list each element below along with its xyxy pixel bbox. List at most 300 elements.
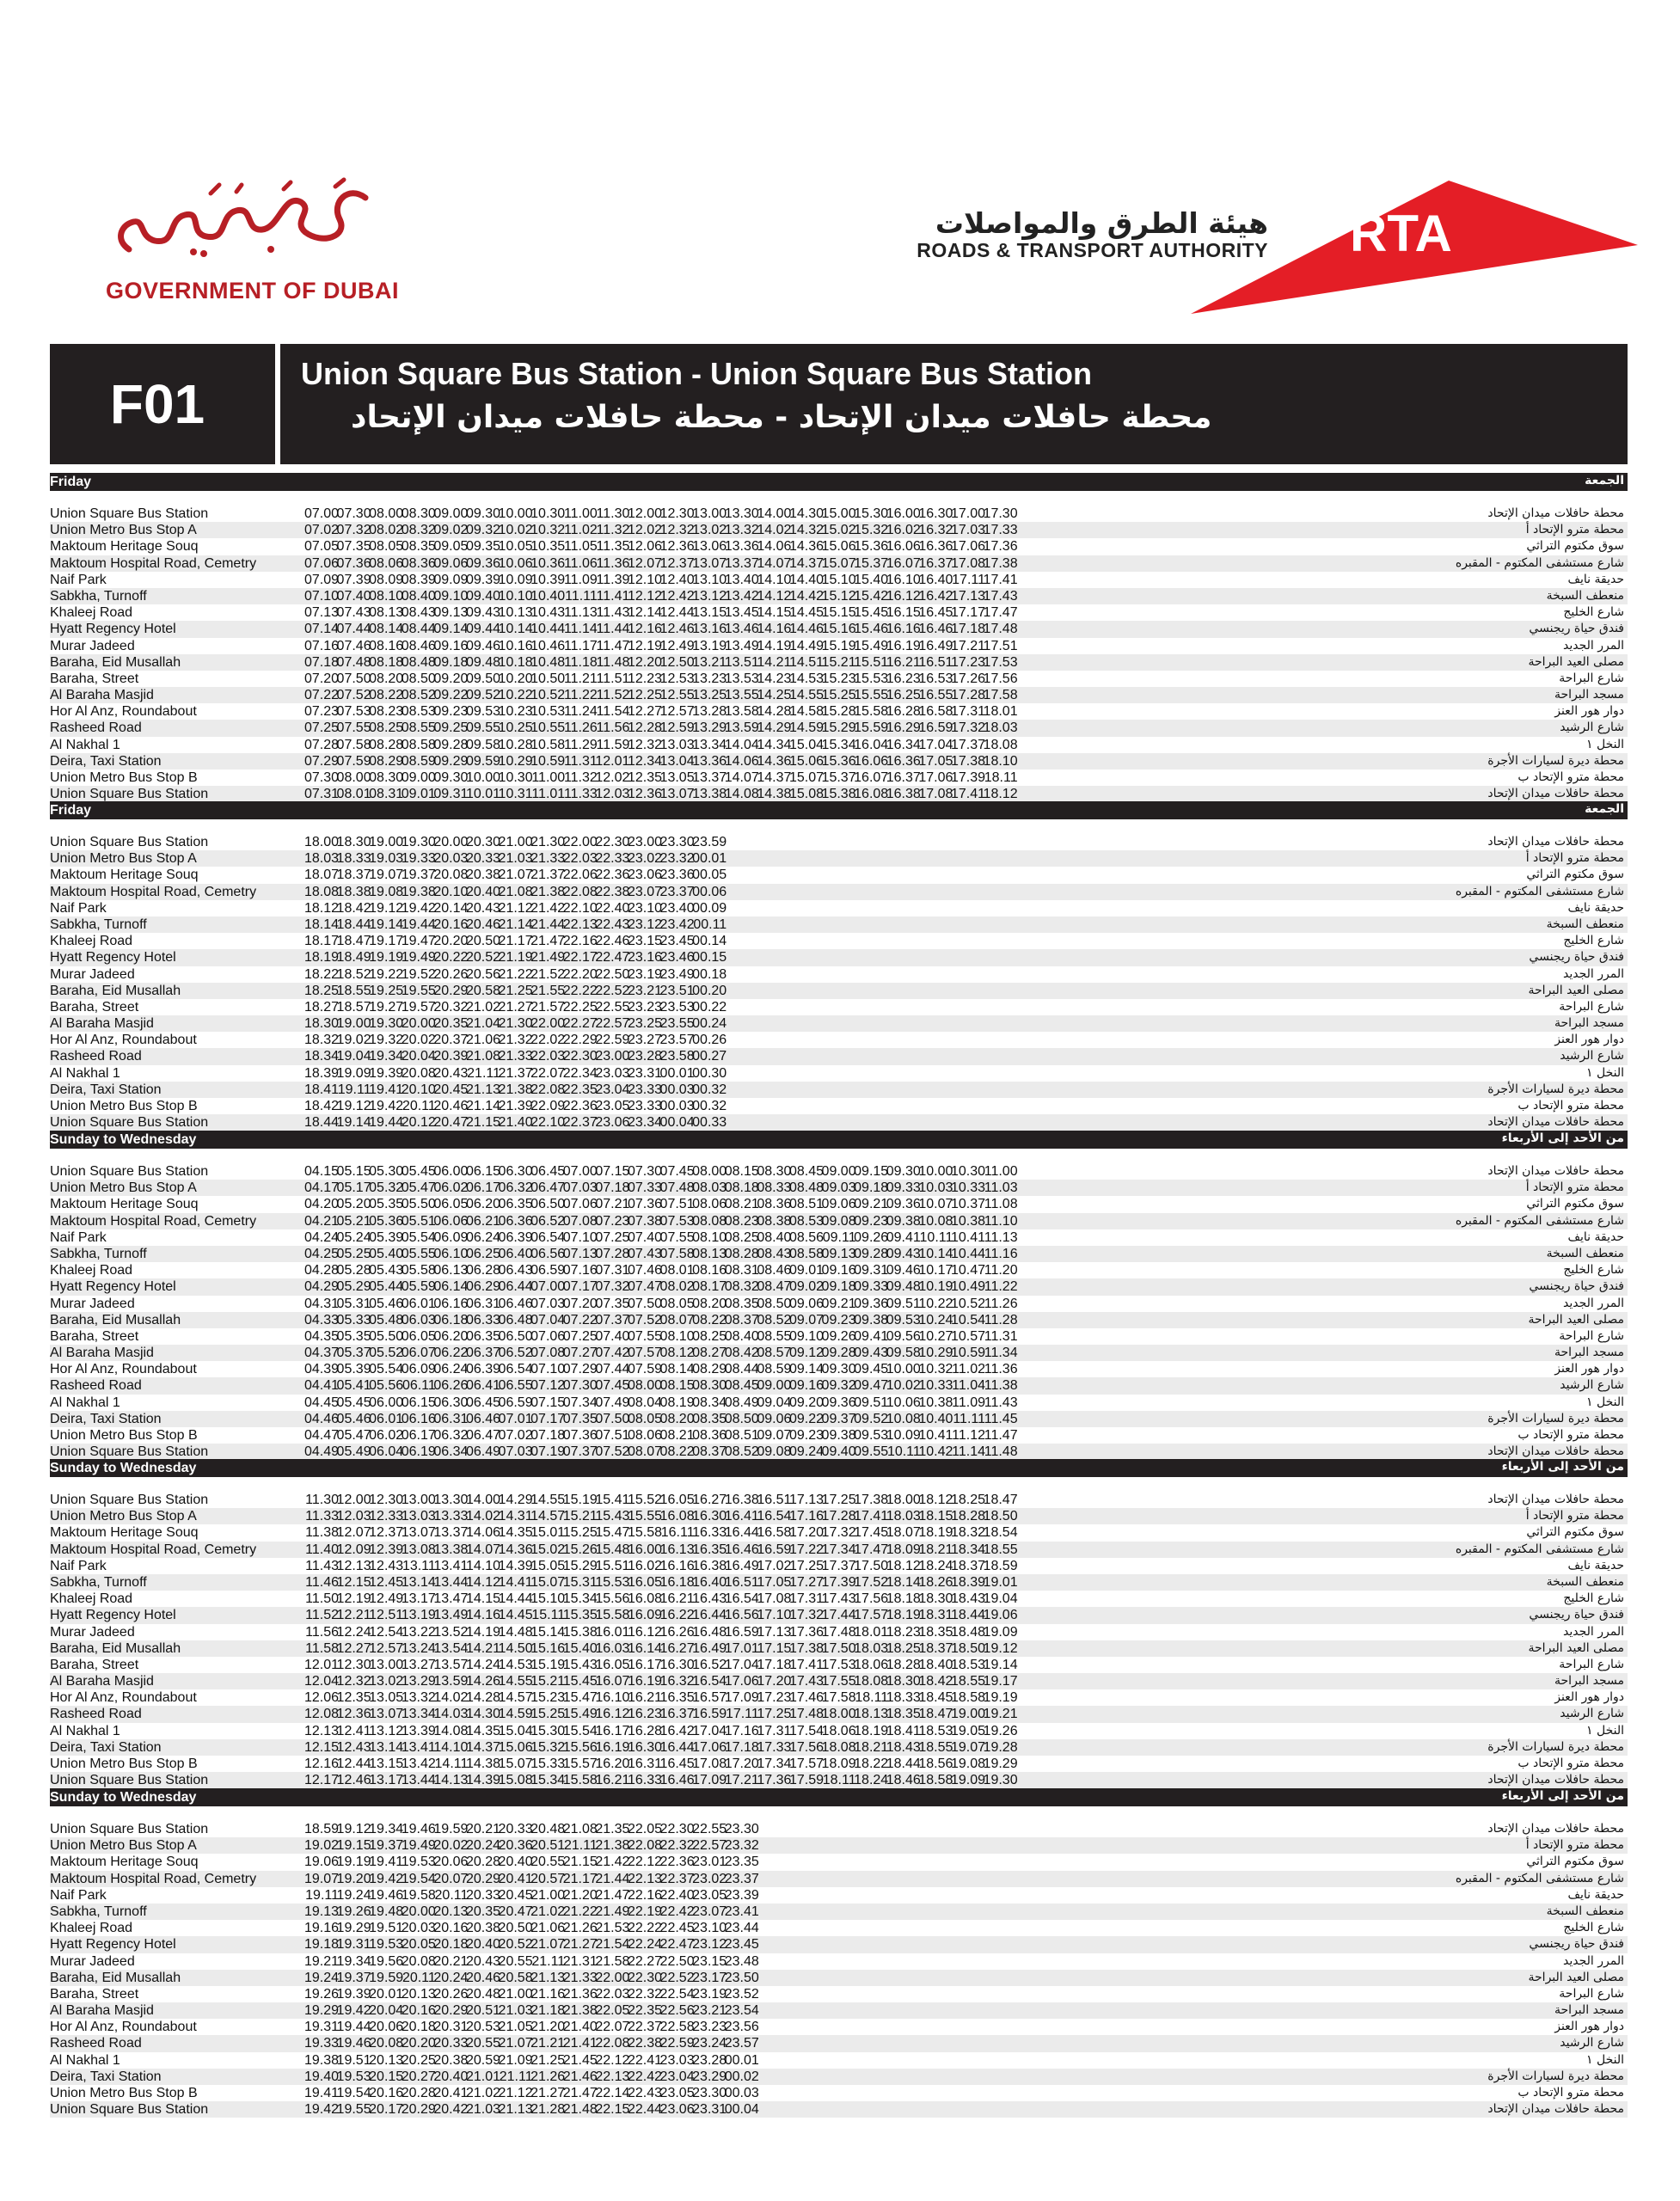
table-row bbox=[50, 1098, 1628, 1114]
departure-time: 15.10 bbox=[821, 572, 856, 587]
departure-time: 17.25 bbox=[821, 1493, 856, 1507]
departure-time: 22.03 bbox=[562, 851, 598, 867]
departure-time: 17.36 bbox=[983, 539, 1018, 555]
departure-time: 12.54 bbox=[369, 1624, 404, 1640]
stop-name-english: Maktoum Hospital Road, Cemetry bbox=[50, 1542, 257, 1557]
departure-time: 21.57 bbox=[530, 999, 566, 1015]
departure-time: 10.38 bbox=[918, 1395, 953, 1410]
departure-time: 13.05 bbox=[369, 1690, 404, 1706]
departure-time: 16.37 bbox=[659, 1707, 695, 1722]
departure-time: 13.19 bbox=[692, 638, 727, 653]
departure-time: 13.41 bbox=[433, 1558, 469, 1573]
stop-name-english: Sabkha, Turnoff bbox=[50, 917, 147, 932]
departure-time: 10.40 bbox=[530, 588, 566, 604]
departure-time: 19.24 bbox=[304, 1970, 339, 1985]
departure-time: 23.48 bbox=[724, 1953, 759, 1969]
stop-name-arabic: محطة ديرة لسيارات الأجرة bbox=[1487, 1082, 1624, 1096]
departure-time: 20.14 bbox=[433, 900, 469, 916]
departure-time: 07.58 bbox=[659, 1246, 695, 1261]
departure-time: 17.11 bbox=[725, 1707, 759, 1722]
stop-name-english: Al Baraha Masjid bbox=[50, 2003, 154, 2019]
departure-time: 16.06 bbox=[854, 753, 889, 769]
departure-time: 17.34 bbox=[757, 1757, 792, 1771]
departure-time: 09.59 bbox=[465, 753, 500, 769]
departure-time: 17.16 bbox=[724, 1723, 759, 1738]
departure-time: 07.52 bbox=[627, 1312, 662, 1327]
departure-time: 12.00 bbox=[336, 1493, 371, 1507]
table-row bbox=[50, 1689, 1628, 1706]
departure-time: 06.34 bbox=[433, 1444, 469, 1460]
departure-time: 20.17 bbox=[369, 2102, 404, 2118]
timetable-section bbox=[50, 801, 1628, 1131]
departure-time: 16.11 bbox=[660, 1525, 695, 1541]
departure-time: 11.43 bbox=[596, 605, 630, 621]
departure-time: 23.02 bbox=[692, 1871, 727, 1886]
departure-time: 16.18 bbox=[659, 1574, 695, 1590]
departure-time: 22.54 bbox=[659, 1986, 695, 2002]
departure-time: 16.08 bbox=[854, 787, 889, 802]
departure-time: 16.05 bbox=[659, 1493, 695, 1507]
departure-time: 19.41 bbox=[304, 2086, 339, 2100]
departure-time: 23.36 bbox=[659, 868, 695, 883]
table-row bbox=[50, 2085, 1628, 2101]
departure-time: 21.46 bbox=[562, 2069, 598, 2084]
departure-time: 15.51 bbox=[595, 1558, 630, 1573]
departure-time: 23.00 bbox=[627, 835, 662, 849]
stop-name-arabic: حديقة نايف bbox=[1567, 1887, 1624, 1902]
departure-time: 08.28 bbox=[369, 737, 404, 752]
departure-time: 14.57 bbox=[530, 1509, 566, 1524]
departure-time: 19.06 bbox=[304, 1855, 339, 1870]
departure-time: 10.28 bbox=[498, 737, 533, 752]
stop-name-arabic: منعطف السبخة bbox=[1546, 588, 1624, 603]
departure-time: 13.15 bbox=[369, 1757, 404, 1771]
departure-time: 06.19 bbox=[401, 1444, 436, 1460]
departure-time: 16.16 bbox=[886, 622, 921, 637]
departure-time: 09.40 bbox=[465, 588, 500, 604]
departure-time: 15.36 bbox=[854, 539, 889, 555]
departure-time: 19.56 bbox=[369, 1953, 404, 1969]
departure-time: 18.43 bbox=[950, 1591, 985, 1607]
departure-time: 07.51 bbox=[595, 1428, 630, 1443]
departure-time: 07.48 bbox=[336, 654, 371, 670]
departure-time: 20.43 bbox=[465, 1953, 500, 1969]
departure-time: 12.35 bbox=[336, 1690, 371, 1706]
departure-time: 00.27 bbox=[692, 1049, 727, 1064]
departure-time: 19.42 bbox=[369, 1871, 404, 1886]
departure-time: 17.36 bbox=[788, 1624, 824, 1640]
departure-time: 14.24 bbox=[465, 1657, 500, 1672]
departure-time: 14.55 bbox=[788, 688, 824, 703]
departure-time: 23.21 bbox=[692, 2003, 727, 2019]
departure-time: 18.25 bbox=[304, 983, 339, 998]
departure-time: 21.06 bbox=[465, 1033, 500, 1048]
stop-name-arabic: مسجد البراحة bbox=[1554, 2003, 1624, 2018]
departure-time: 10.27 bbox=[918, 1328, 953, 1344]
departure-time: 04.49 bbox=[304, 1444, 339, 1460]
departure-time: 22.52 bbox=[659, 1970, 695, 1985]
stop-name-english: Union Metro Bus Stop B bbox=[50, 770, 198, 785]
departure-time: 11.33 bbox=[563, 787, 598, 802]
departure-time: 19.37 bbox=[336, 1970, 371, 1985]
departure-time: 19.48 bbox=[369, 1904, 404, 1919]
departure-time: 07.46 bbox=[336, 638, 371, 653]
departure-time: 23.53 bbox=[659, 999, 695, 1015]
departure-time: 06.30 bbox=[433, 1395, 469, 1410]
departure-time: 00.33 bbox=[692, 1115, 727, 1131]
departure-time: 08.48 bbox=[401, 654, 436, 670]
departure-time: 12.44 bbox=[336, 1757, 371, 1771]
table-row bbox=[50, 1345, 1628, 1361]
departure-time: 11.56 bbox=[305, 1624, 339, 1640]
table-row bbox=[50, 538, 1628, 555]
departure-time: 16.59 bbox=[724, 1624, 759, 1640]
departure-time: 19.33 bbox=[401, 851, 436, 867]
departure-time: 08.15 bbox=[724, 1164, 759, 1179]
departure-time: 10.01 bbox=[465, 787, 500, 802]
departure-time: 09.16 bbox=[821, 1263, 856, 1278]
stop-name-arabic: فندق حياة ريجنسي bbox=[1529, 950, 1624, 965]
departure-time: 11.21 bbox=[563, 671, 598, 686]
departure-time: 09.35 bbox=[465, 539, 500, 555]
departure-time: 14.46 bbox=[788, 622, 824, 637]
departure-time: 22.08 bbox=[530, 1082, 566, 1097]
departure-time: 19.03 bbox=[369, 851, 404, 867]
departure-time: 21.38 bbox=[498, 1082, 533, 1097]
departure-time: 19.46 bbox=[336, 2036, 371, 2051]
table-row bbox=[50, 2101, 1628, 2118]
departure-time: 08.01 bbox=[336, 787, 371, 802]
departure-time: 15.55 bbox=[854, 688, 889, 703]
departure-time: 16.30 bbox=[627, 1739, 662, 1755]
departure-time: 15.38 bbox=[821, 787, 856, 802]
departure-time: 13.00 bbox=[369, 1657, 404, 1672]
departure-time: 20.06 bbox=[433, 1855, 469, 1870]
departure-time: 16.22 bbox=[659, 1608, 695, 1623]
departure-time: 18.08 bbox=[983, 737, 1018, 752]
stop-name-english: Hyatt Regency Hotel bbox=[50, 1937, 176, 1953]
departure-time: 08.09 bbox=[369, 572, 404, 587]
departure-time: 12.53 bbox=[659, 671, 695, 686]
departure-time: 13.16 bbox=[692, 622, 727, 637]
departure-time: 00.04 bbox=[659, 1115, 695, 1131]
departure-time: 20.08 bbox=[401, 1065, 436, 1081]
departure-time: 09.28 bbox=[821, 1346, 856, 1361]
departure-time: 17.21 bbox=[950, 638, 985, 653]
departure-time: 14.15 bbox=[757, 605, 792, 621]
departure-time: 17.06 bbox=[724, 1674, 759, 1689]
departure-time: 22.05 bbox=[595, 2003, 630, 2019]
stop-name-english: Naif Park bbox=[50, 900, 107, 916]
departure-time: 07.23 bbox=[304, 704, 339, 720]
departure-time: 16.57 bbox=[692, 1690, 727, 1706]
departure-time: 17.55 bbox=[821, 1674, 856, 1689]
departure-time: 19.42 bbox=[304, 2102, 339, 2118]
departure-time: 00.09 bbox=[692, 900, 727, 916]
departure-time: 21.12 bbox=[498, 900, 533, 916]
stop-name-english: Baraha, Street bbox=[50, 1657, 139, 1672]
departure-time: 12.04 bbox=[304, 1674, 339, 1689]
stop-name-english: Hyatt Regency Hotel bbox=[50, 1608, 176, 1623]
departure-time: 08.14 bbox=[369, 622, 404, 637]
departure-time: 00.30 bbox=[692, 1065, 727, 1081]
departure-time: 10.16 bbox=[498, 638, 533, 653]
departure-time: 04.21 bbox=[304, 1213, 339, 1229]
departure-time: 11.13 bbox=[984, 1229, 1018, 1245]
departure-time: 07.25 bbox=[304, 720, 339, 736]
departure-time: 16.59 bbox=[918, 720, 953, 736]
departure-time: 11.34 bbox=[984, 1346, 1018, 1361]
departure-time: 21.27 bbox=[498, 999, 533, 1015]
departure-time: 07.01 bbox=[498, 1411, 533, 1426]
departure-time: 18.55 bbox=[918, 1739, 953, 1755]
departure-time: 20.27 bbox=[401, 2069, 436, 2084]
departure-time: 08.55 bbox=[401, 720, 436, 736]
departure-time: 23.24 bbox=[692, 2036, 727, 2051]
departure-time: 11.14 bbox=[563, 622, 598, 637]
stop-name-english: Union Metro Bus Stop B bbox=[50, 1757, 198, 1771]
departure-time: 05.20 bbox=[336, 1197, 371, 1212]
departure-time: 13.30 bbox=[724, 506, 759, 521]
departure-time: 22.38 bbox=[627, 2036, 662, 2051]
departure-time: 11.13 bbox=[563, 605, 598, 621]
departure-time: 14.07 bbox=[757, 555, 792, 571]
departure-time: 12.16 bbox=[304, 1757, 339, 1771]
departure-time: 19.13 bbox=[304, 1904, 339, 1919]
departure-time: 23.41 bbox=[724, 1904, 759, 1919]
departure-time: 18.42 bbox=[336, 900, 371, 916]
departure-time: 20.12 bbox=[401, 1115, 436, 1131]
departure-time: 19.09 bbox=[983, 1624, 1018, 1640]
departure-time: 19.54 bbox=[336, 2086, 371, 2100]
departure-time: 09.01 bbox=[401, 787, 436, 802]
departure-time: 14.37 bbox=[788, 555, 824, 571]
departure-time: 22.42 bbox=[627, 2069, 662, 2084]
departure-time: 19.52 bbox=[401, 966, 436, 982]
departure-time: 16.12 bbox=[627, 1624, 662, 1640]
stop-name-english: Union Metro Bus Stop B bbox=[50, 2086, 198, 2100]
departure-time: 21.21 bbox=[530, 2036, 566, 2051]
table-row bbox=[50, 867, 1628, 883]
departure-time: 19.37 bbox=[401, 868, 436, 883]
departure-time: 18.44 bbox=[950, 1608, 985, 1623]
departure-time: 07.57 bbox=[627, 1346, 662, 1361]
departure-time: 11.31 bbox=[984, 1328, 1018, 1344]
departure-time: 09.00 bbox=[757, 1378, 792, 1394]
departure-time: 13.00 bbox=[401, 1493, 436, 1507]
departure-time: 21.07 bbox=[498, 868, 533, 883]
stop-name-english: Hor Al Anz, Roundabout bbox=[50, 1690, 197, 1706]
departure-time: 14.11 bbox=[434, 1757, 469, 1771]
departure-time: 19.14 bbox=[336, 1115, 371, 1131]
departure-time: 19.59 bbox=[433, 1822, 469, 1836]
departure-time: 07.55 bbox=[336, 720, 371, 736]
departure-time: 21.53 bbox=[595, 1921, 630, 1936]
departure-time: 15.10 bbox=[530, 1591, 566, 1607]
departure-time: 21.25 bbox=[530, 2052, 566, 2068]
section-header bbox=[50, 1459, 1628, 1477]
departure-time: 15.38 bbox=[562, 1624, 598, 1640]
departure-time: 07.55 bbox=[659, 1229, 695, 1245]
departure-time: 16.35 bbox=[692, 1542, 727, 1557]
table-row bbox=[50, 1542, 1628, 1558]
departure-time: 04.25 bbox=[304, 1246, 339, 1261]
departure-time: 23.57 bbox=[724, 2036, 759, 2051]
departure-time: 16.27 bbox=[692, 1493, 727, 1507]
departure-time: 19.41 bbox=[369, 1855, 404, 1870]
departure-time: 17.52 bbox=[854, 1574, 889, 1590]
departure-time: 21.06 bbox=[530, 1921, 566, 1936]
departure-time: 22.07 bbox=[595, 2020, 630, 2035]
departure-time: 10.13 bbox=[498, 605, 533, 621]
departure-time: 21.44 bbox=[530, 917, 566, 932]
departure-time: 18.37 bbox=[918, 1640, 953, 1656]
stop-name-arabic: محطة حافلات ميدان الإتحاد bbox=[1487, 1493, 1624, 1506]
departure-time: 10.19 bbox=[918, 1279, 953, 1295]
departure-time: 21.28 bbox=[530, 2102, 566, 2118]
departure-time: 22.19 bbox=[627, 1904, 662, 1919]
departure-time: 22.30 bbox=[562, 1049, 598, 1064]
departure-time: 22.35 bbox=[627, 2003, 662, 2019]
departure-time: 00.05 bbox=[692, 868, 727, 883]
departure-time: 04.24 bbox=[304, 1229, 339, 1245]
departure-time: 08.27 bbox=[692, 1346, 727, 1361]
departure-time: 15.07 bbox=[821, 555, 856, 571]
departure-time: 14.37 bbox=[757, 770, 792, 785]
departure-time: 06.26 bbox=[433, 1378, 469, 1394]
departure-time: 16.38 bbox=[724, 1493, 759, 1507]
departure-time: 10.17 bbox=[918, 1263, 953, 1278]
departure-time: 16.51 bbox=[757, 1493, 792, 1507]
departure-time: 13.03 bbox=[659, 737, 695, 752]
departure-time: 22.38 bbox=[595, 884, 630, 899]
departure-time: 17.25 bbox=[788, 1558, 824, 1573]
departure-time: 19.29 bbox=[983, 1757, 1018, 1771]
departure-time: 20.51 bbox=[530, 1838, 566, 1854]
departure-time: 23.50 bbox=[724, 1970, 759, 1985]
stop-name-arabic: محطة ديرة لسيارات الأجرة bbox=[1487, 753, 1624, 768]
departure-time: 17.13 bbox=[950, 588, 985, 604]
section-title-arabic: من الأحد إلى الأربعاء bbox=[1501, 1131, 1624, 1145]
departure-time: 20.50 bbox=[498, 1921, 533, 1936]
departure-time: 19.04 bbox=[336, 1049, 371, 1064]
departure-time: 08.01 bbox=[659, 1263, 695, 1278]
departure-time: 14.25 bbox=[757, 688, 792, 703]
table-row bbox=[50, 588, 1628, 604]
departure-time: 18.14 bbox=[304, 917, 339, 932]
departure-time: 17.09 bbox=[724, 1690, 759, 1706]
departure-time: 05.41 bbox=[336, 1378, 371, 1394]
table-row bbox=[50, 1395, 1628, 1411]
stop-name-english: Baraha, Street bbox=[50, 999, 139, 1015]
departure-time: 21.03 bbox=[465, 2102, 500, 2118]
departure-time: 06.56 bbox=[530, 1246, 566, 1261]
departure-time: 17.41 bbox=[983, 572, 1018, 587]
departure-time: 19.26 bbox=[304, 1986, 339, 2002]
departure-time: 15.06 bbox=[821, 539, 856, 555]
departure-time: 22.06 bbox=[562, 868, 598, 883]
stop-name-arabic: حديقة نايف bbox=[1567, 1558, 1624, 1573]
departure-time: 20.10 bbox=[401, 1082, 436, 1097]
table-row bbox=[50, 720, 1628, 736]
departure-time: 21.31 bbox=[562, 1953, 598, 1969]
departure-time: 13.45 bbox=[724, 605, 759, 621]
departure-time: 08.10 bbox=[692, 1229, 727, 1245]
departure-time: 22.59 bbox=[595, 1033, 630, 1048]
departure-time: 13.29 bbox=[401, 1674, 436, 1689]
departure-time: 19.40 bbox=[304, 2069, 339, 2084]
departure-time: 18.54 bbox=[983, 1525, 1018, 1541]
departure-time: 05.40 bbox=[369, 1246, 404, 1261]
departure-time: 16.13 bbox=[659, 1542, 695, 1557]
departure-time: 21.22 bbox=[498, 966, 533, 982]
departure-time: 13.44 bbox=[433, 1574, 469, 1590]
table-row bbox=[50, 1920, 1628, 1936]
departure-time: 12.30 bbox=[336, 1657, 371, 1672]
departure-time: 11.59 bbox=[596, 737, 630, 752]
departure-time: 12.13 bbox=[336, 1558, 371, 1573]
departure-time: 09.02 bbox=[433, 523, 469, 538]
departure-time: 21.00 bbox=[498, 835, 533, 849]
stop-name-english: Murar Jadeed bbox=[50, 638, 135, 653]
departure-time: 23.10 bbox=[627, 900, 662, 916]
stop-name-english: Baraha, Eid Musallah bbox=[50, 1970, 181, 1985]
table-row bbox=[50, 1296, 1628, 1312]
departure-time: 14.31 bbox=[498, 1509, 533, 1524]
departure-time: 05.59 bbox=[401, 1279, 436, 1295]
departure-time: 18.30 bbox=[886, 1674, 921, 1689]
departure-time: 22.13 bbox=[562, 917, 598, 932]
departure-time: 06.28 bbox=[465, 1263, 500, 1278]
stop-name-arabic: دوار هور العنز bbox=[1554, 1033, 1624, 1047]
departure-time: 11.41 bbox=[596, 588, 630, 604]
departure-time: 09.16 bbox=[788, 1378, 824, 1394]
departure-time: 09.04 bbox=[757, 1395, 792, 1410]
departure-time: 05.51 bbox=[401, 1213, 436, 1229]
stop-name-arabic: مسجد البراحة bbox=[1554, 1674, 1624, 1689]
departure-time: 13.07 bbox=[692, 555, 727, 571]
departure-time: 23.33 bbox=[627, 1082, 662, 1097]
stop-name-arabic: محطة حافلات ميدان الإتحاد bbox=[1487, 1115, 1624, 1130]
departure-time: 06.32 bbox=[433, 1428, 469, 1443]
departure-time: 13.05 bbox=[659, 770, 695, 785]
departure-time: 19.22 bbox=[369, 966, 404, 982]
departure-time: 10.59 bbox=[530, 753, 566, 769]
departure-time: 07.09 bbox=[304, 572, 339, 587]
stop-name-english: Hor Al Anz, Roundabout bbox=[50, 704, 197, 720]
departure-time: 21.15 bbox=[562, 1855, 598, 1870]
departure-time: 15.12 bbox=[821, 588, 856, 604]
departure-time: 18.59 bbox=[983, 1558, 1018, 1573]
departure-time: 21.26 bbox=[562, 1921, 598, 1936]
departure-time: 12.30 bbox=[369, 1493, 404, 1507]
departure-time: 06.40 bbox=[498, 1246, 533, 1261]
departure-time: 19.55 bbox=[336, 2102, 371, 2118]
departure-time: 22.27 bbox=[627, 1953, 662, 1969]
departure-time: 11.46 bbox=[305, 1574, 339, 1590]
departure-time: 20.00 bbox=[401, 1016, 436, 1032]
departure-time: 08.02 bbox=[659, 1279, 695, 1295]
departure-time: 17.28 bbox=[950, 688, 985, 703]
departure-time: 20.01 bbox=[369, 1986, 404, 2002]
timetable-rows bbox=[50, 834, 1628, 1131]
departure-time: 09.52 bbox=[854, 1411, 889, 1426]
departure-time: 20.11 bbox=[434, 1887, 469, 1903]
departure-time: 21.14 bbox=[498, 917, 533, 932]
departure-time: 06.15 bbox=[401, 1395, 436, 1410]
departure-time: 07.50 bbox=[595, 1411, 630, 1426]
departure-time: 16.07 bbox=[886, 555, 921, 571]
